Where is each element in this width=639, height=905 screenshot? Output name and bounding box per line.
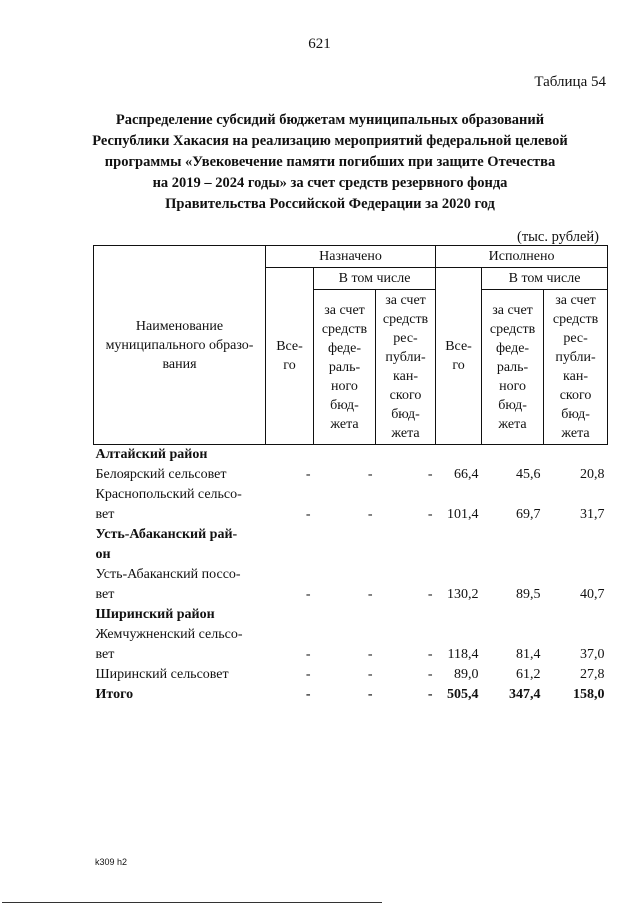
- cell-executed-total: 101,4: [447, 507, 479, 522]
- cell-executed-total: 130,2: [447, 587, 479, 602]
- header-assigned-incl: В том числе: [314, 268, 436, 290]
- cell-executed-federal: 45,6: [516, 467, 541, 482]
- cell-executed-republic: 158,0: [573, 687, 605, 702]
- table-row: [94, 565, 608, 585]
- cell-assigned-federal: -: [367, 587, 373, 602]
- table-row: [94, 605, 608, 625]
- title-line: Распределение субсидий бюджетам муниципальных образований: [115, 112, 545, 128]
- cell-executed-total: 505,4: [447, 687, 479, 702]
- header-executed-republic: за счет средств рес- публи- кан- ского бюд- жета: [544, 290, 608, 445]
- header-executed-federal: за счет средств феде- раль- ного бюд- жета: [482, 290, 544, 445]
- cell-executed-total: 118,4: [447, 647, 479, 662]
- row-name-cont: он: [95, 547, 111, 562]
- cell-executed-federal: 81,4: [516, 647, 541, 662]
- table-row: [94, 525, 608, 545]
- cell-executed-republic: 27,8: [580, 667, 605, 682]
- cell-assigned-federal: -: [367, 687, 373, 702]
- subsidy-table: [93, 245, 608, 705]
- header-executed: Исполнено: [436, 246, 608, 268]
- row-name: Итого: [95, 687, 134, 702]
- cell-assigned-republic: -: [427, 467, 433, 482]
- row-name-cont: вет: [95, 647, 115, 662]
- table-row: [94, 665, 608, 685]
- footer-code: k309 h2: [95, 857, 128, 867]
- cell-executed-federal: 69,7: [516, 507, 541, 522]
- row-name: Жемчужненский сельсо-: [95, 627, 243, 642]
- row-name: Белоярский сельсовет: [95, 467, 227, 482]
- cell-assigned-republic: -: [427, 587, 433, 602]
- cell-assigned-republic: -: [427, 667, 433, 682]
- table-row: [94, 505, 608, 525]
- cell-executed-total: 66,4: [454, 467, 479, 482]
- cell-executed-republic: 40,7: [580, 587, 605, 602]
- header-name: Наименование муниципального образо- вания: [94, 246, 266, 445]
- cell-assigned-total: -: [305, 467, 311, 482]
- row-name: Усть-Абаканский поссо-: [95, 567, 241, 582]
- cell-executed-federal: 61,2: [516, 667, 541, 682]
- cell-executed-federal: 89,5: [516, 587, 541, 602]
- total-row: [94, 685, 608, 705]
- row-name: Ширинский сельсовет: [95, 667, 229, 682]
- table-row: [94, 585, 608, 605]
- cell-executed-federal: 347,4: [509, 687, 541, 702]
- scan-edge-line: [2, 902, 382, 903]
- row-name: Ширинский район: [95, 607, 215, 622]
- table-row: [94, 465, 608, 485]
- header-assigned-total: Все- го: [266, 268, 314, 445]
- table-row: [94, 625, 608, 645]
- table-row: [94, 545, 608, 565]
- cell-assigned-republic: -: [427, 507, 433, 522]
- row-name: Краснопольский сельсо-: [95, 487, 242, 502]
- title-line: на 2019 – 2024 годы» за счет средств резервного фонда: [152, 175, 508, 191]
- cell-executed-republic: 20,8: [580, 467, 605, 482]
- document-title: [60, 110, 600, 215]
- title-line: Правительства Российской Федерации за 2020 год: [165, 196, 495, 212]
- cell-assigned-federal: -: [367, 507, 373, 522]
- cell-assigned-republic: -: [427, 687, 433, 702]
- row-name: Усть-Абаканский рай-: [95, 527, 238, 542]
- cell-assigned-total: -: [305, 587, 311, 602]
- row-name: Алтайский район: [95, 447, 208, 462]
- table-label: Таблица 54: [534, 74, 606, 90]
- cell-assigned-total: -: [305, 647, 311, 662]
- table-row: [94, 445, 608, 466]
- cell-assigned-total: -: [305, 507, 311, 522]
- page-number: 621: [308, 36, 331, 52]
- cell-assigned-federal: -: [367, 647, 373, 662]
- cell-executed-total: 89,0: [454, 667, 479, 682]
- cell-assigned-total: -: [305, 667, 311, 682]
- row-name-cont: вет: [95, 507, 115, 522]
- header-assigned-republic: за счет средств рес- публи- кан- ского бюд- жета: [376, 290, 436, 445]
- cell-assigned-total: -: [305, 687, 311, 702]
- header-assigned-federal: за счет средств феде- раль- ного бюд- жета: [314, 290, 376, 445]
- table-row: [94, 645, 608, 665]
- header-assigned: Назначено: [266, 246, 436, 268]
- cell-executed-republic: 31,7: [580, 507, 605, 522]
- units-label: (тыс. рублей): [517, 229, 599, 245]
- title-line: программы «Увековечение памяти погибших при защите Отечества: [104, 154, 556, 170]
- row-name-cont: вет: [95, 587, 115, 602]
- title-line: Республики Хакасия на реализацию мероприятий федеральной целевой: [92, 133, 568, 149]
- cell-executed-republic: 37,0: [580, 647, 605, 662]
- cell-assigned-federal: -: [367, 467, 373, 482]
- cell-assigned-federal: -: [367, 667, 373, 682]
- table-row: [94, 485, 608, 505]
- cell-assigned-republic: -: [427, 647, 433, 662]
- header-executed-incl: В том числе: [482, 268, 608, 290]
- header-executed-total: Все- го: [436, 268, 482, 445]
